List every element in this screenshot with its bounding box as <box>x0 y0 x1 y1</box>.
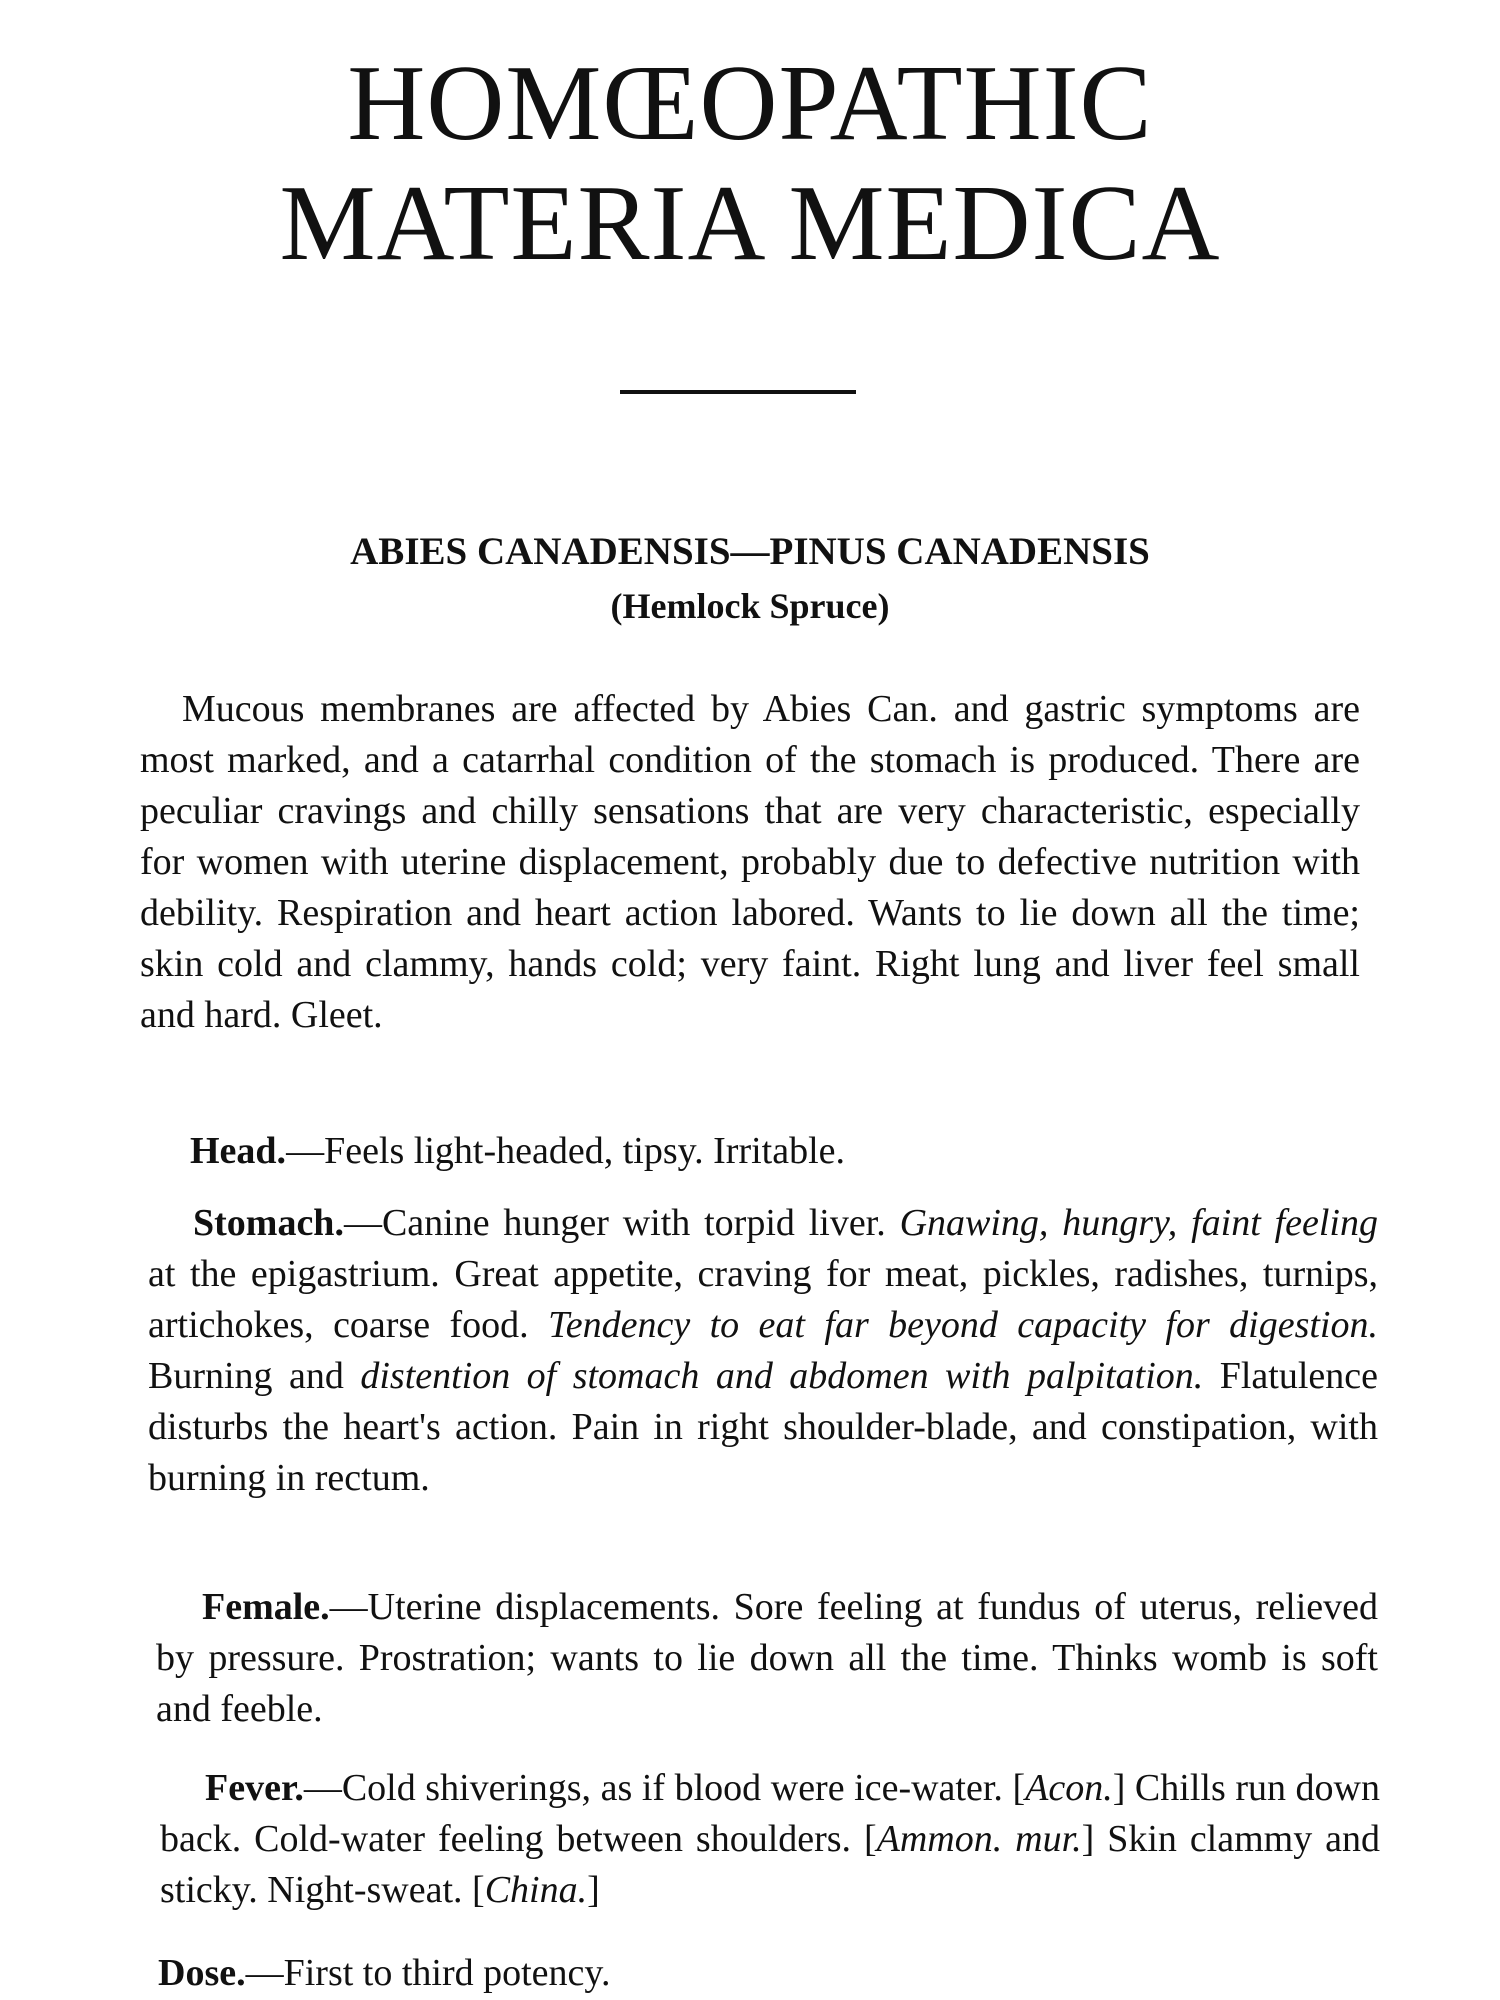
female-label: Female. <box>202 1586 330 1628</box>
fever-text-4: ] <box>587 1869 600 1911</box>
fever-text-3: ] Skin clammy and sticky. Night-sweat. [ <box>160 1818 1380 1911</box>
stomach-italic-1: Gnawing, hungry, faint feeling <box>899 1202 1378 1244</box>
fever-text-1: —Cold shiverings, as if blood were ice-water. [ <box>303 1767 1026 1809</box>
female-text: —Uterine displacements. Sore feeling at fundus of uterus, relieved by pressure. Prostration; wants to lie down all the time. Thinks womb is soft and feeble. <box>156 1586 1378 1730</box>
fever-label: Fever. <box>205 1767 304 1809</box>
female-section <box>156 1582 1378 1735</box>
stomach-text-1: —Canine hunger with torpid liver. <box>343 1202 900 1244</box>
dose-label: Dose. <box>158 1952 246 1994</box>
stomach-label: Stomach. <box>193 1202 344 1244</box>
book-title-line-2: MATERIA MEDICA <box>279 164 1221 283</box>
dose-section <box>158 1948 1378 1999</box>
fever-text-2: ] Chills run down back. Cold-water feeling between shoulders. [ <box>160 1767 1380 1860</box>
dose-text: —First to third potency. <box>245 1952 611 1994</box>
fever-italic-2: Ammon. mur. <box>876 1818 1082 1860</box>
head-section <box>190 1126 1360 1177</box>
remedy-common-name: (Hemlock Spruce) <box>610 586 890 626</box>
intro-paragraph: Mucous membranes are affected by Abies Can. and gastric symptoms are most marked, and a catarrhal condition of the stomach is produced. There are peculiar cravings and chilly sensations that are very characteristic, especially for women with uterine displacement, probably due to defective nutrition with debility. Respiration and heart action labored. Wants to lie down all the time; skin cold and clammy, hands cold; very faint. Right lung and liver feel small and hard. Gleet. <box>140 688 1360 1036</box>
head-text: —Feels light-headed, tipsy. Irritable. <box>286 1130 846 1172</box>
stomach-text-3: Burning and <box>148 1355 361 1397</box>
remedy-title: ABIES CANADENSIS—PINUS CANADENSIS <box>350 530 1150 573</box>
stomach-section <box>148 1198 1378 1504</box>
stomach-italic-3: distention of stomach and abdomen with palpitation. <box>360 1355 1204 1397</box>
stomach-text-2: at the epigastrium. Great appetite, craving for meat, pickles, radishes, turnips, artichokes, coarse food. <box>148 1253 1378 1346</box>
head-label: Head. <box>190 1130 287 1172</box>
fever-italic-1: Acon. <box>1025 1767 1113 1809</box>
stomach-italic-2: Tendency to eat far beyond capacity for digestion. <box>548 1304 1378 1346</box>
book-title-line-1: HOMŒOPATHIC <box>347 44 1153 163</box>
title-divider <box>620 390 856 394</box>
stomach-text-4: Flatulence disturbs the heart's action. Pain in right shoulder-blade, and constipation, with burning in rectum. <box>148 1355 1378 1499</box>
fever-italic-3: China. <box>484 1869 588 1911</box>
fever-section <box>160 1763 1380 1916</box>
